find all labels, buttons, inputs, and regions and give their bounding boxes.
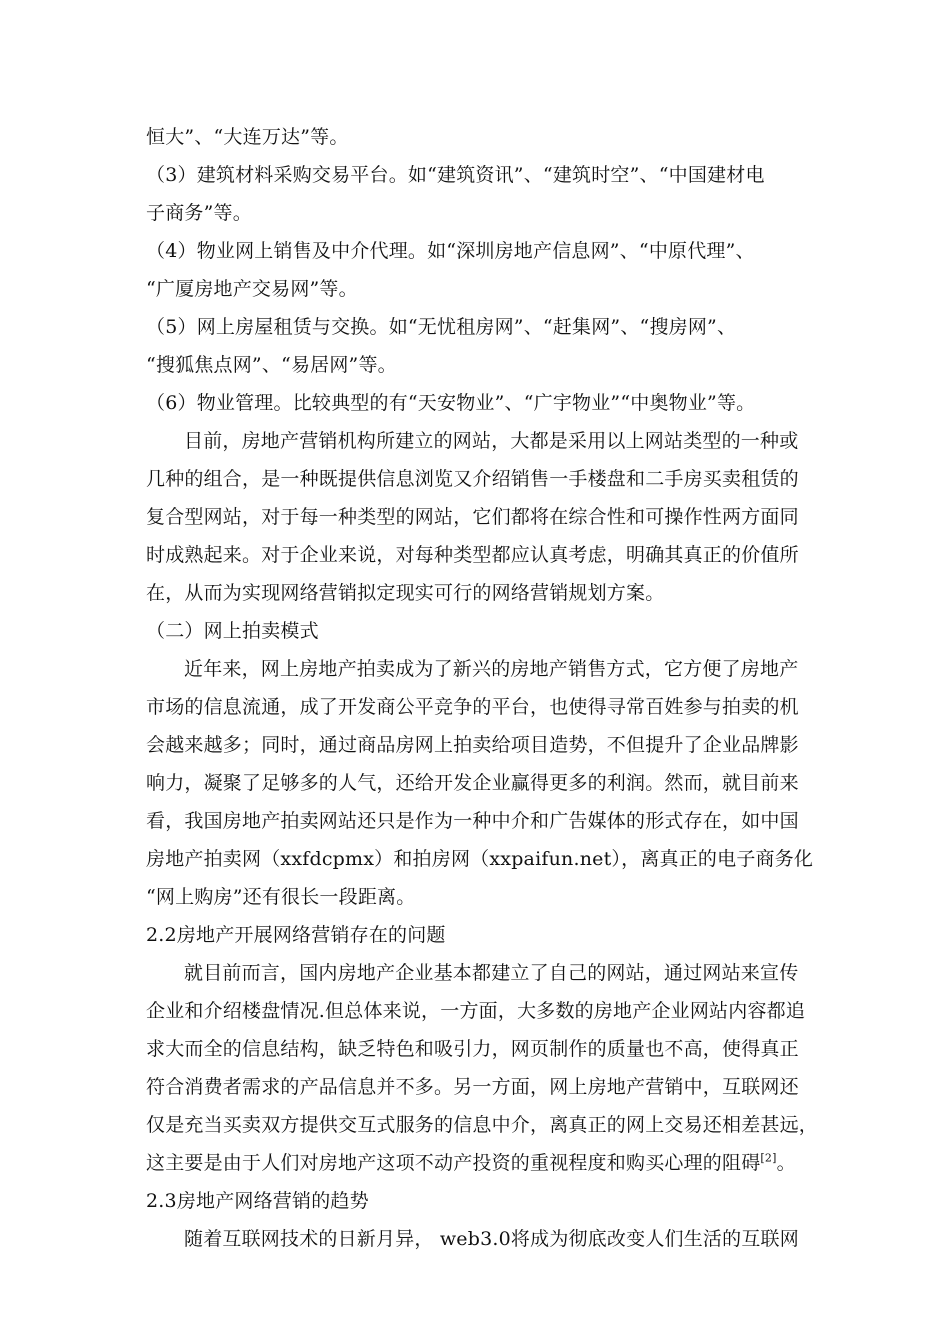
text-line: 求大而全的信息结构，缺乏特色和吸引力，网页制作的质量也不高，使得真正	[146, 1038, 799, 1060]
list-item: （4）物业网上销售及中介代理。如“深圳房地产信息网”、“中原代理”、	[146, 240, 755, 262]
text-line: 会越来越多；同时，通过商品房网上拍卖给项目造势，不但提升了企业品牌影	[146, 734, 799, 756]
text-line: 仅是充当买卖双方提供交互式服务的信息中介，离真正的网上交易还相差甚远，	[146, 1114, 819, 1136]
text-line: 在，从而为实现网络营销拟定现实可行的网络营销规划方案。	[146, 582, 665, 604]
text-line-with-citation	[146, 1144, 826, 1182]
text-line: “广厦房地产交易网”等。	[146, 278, 358, 300]
text-line: 子商务”等。	[146, 202, 252, 224]
list-item: （3）建筑材料采购交易平台。如“建筑资讯”、“建筑时空”、“中国建材电	[146, 164, 765, 186]
list-item: （6）物业管理。比较典型的有“天安物业”、“广宇物业”“中奥物业”等。	[146, 392, 756, 414]
paragraph-start: 随着互联网技术的日新月异， web3.0将成为彻底改变人们生活的互联网	[184, 1228, 799, 1250]
document-page	[146, 118, 826, 1258]
section-heading: （二）网上拍卖模式	[146, 620, 319, 642]
text-segment: 这主要是由于人们对房地产这项不动产投资的重视程度和购买心理的阻碍	[146, 1152, 761, 1174]
list-item: （5）网上房屋租赁与交换。如“无忧租房网”、“赶集网”、“搜房网”、	[146, 316, 737, 338]
text-line: 几种的组合，是一种既提供信息浏览又介绍销售一手楼盘和二手房买卖租赁的	[146, 468, 799, 490]
text-line: 恒大”、“大连万达”等。	[146, 126, 349, 148]
text-line: 响力，凝聚了足够多的人气，还给开发企业赢得更多的利润。然而，就目前来	[146, 772, 799, 794]
paragraph-start: 近年来，网上房地产拍卖成为了新兴的房地产销售方式，它方便了房地产	[184, 658, 799, 680]
text-line: 复合型网站，对于每一种类型的网站，它们都将在综合性和可操作性两方面同	[146, 506, 799, 528]
citation-marker: [2]	[760, 1151, 777, 1165]
text-line: 房地产拍卖网（xxfdcpmx）和拍房网（xxpaifun.net），离真正的电子商务化	[146, 848, 814, 870]
text-line: 市场的信息流通，成了开发商公平竞争的平台，也使得寻常百姓参与拍卖的机	[146, 696, 799, 718]
section-heading: 2.2房地产开展网络营销存在的问题	[146, 924, 446, 946]
section-heading: 2.3房地产网络营销的趋势	[146, 1190, 369, 1212]
text-line: 符合消费者需求的产品信息并不多。另一方面，网上房地产营销中，互联网还	[146, 1076, 799, 1098]
text-line: 企业和介绍楼盘情况.但总体来说，一方面，大多数的房地产企业网站内容都追	[146, 1000, 806, 1022]
text-line: “网上购房”还有很长一段距离。	[146, 886, 416, 908]
paragraph-start: 目前，房地产营销机构所建立的网站，大都是采用以上网站类型的一种或	[184, 430, 799, 452]
text-line: 看，我国房地产拍卖网站还只是作为一种中介和广告媒体的形式存在，如中国	[146, 810, 799, 832]
text-line: 时成熟起来。对于企业来说，对每种类型都应认真考虑，明确其真正的价值所	[146, 544, 799, 566]
text-line: “搜狐焦点网”、“易居网”等。	[146, 354, 397, 376]
text-segment: 。	[776, 1152, 796, 1174]
paragraph-start: 就目前而言，国内房地产企业基本都建立了自己的网站，通过网站来宣传	[184, 962, 799, 984]
